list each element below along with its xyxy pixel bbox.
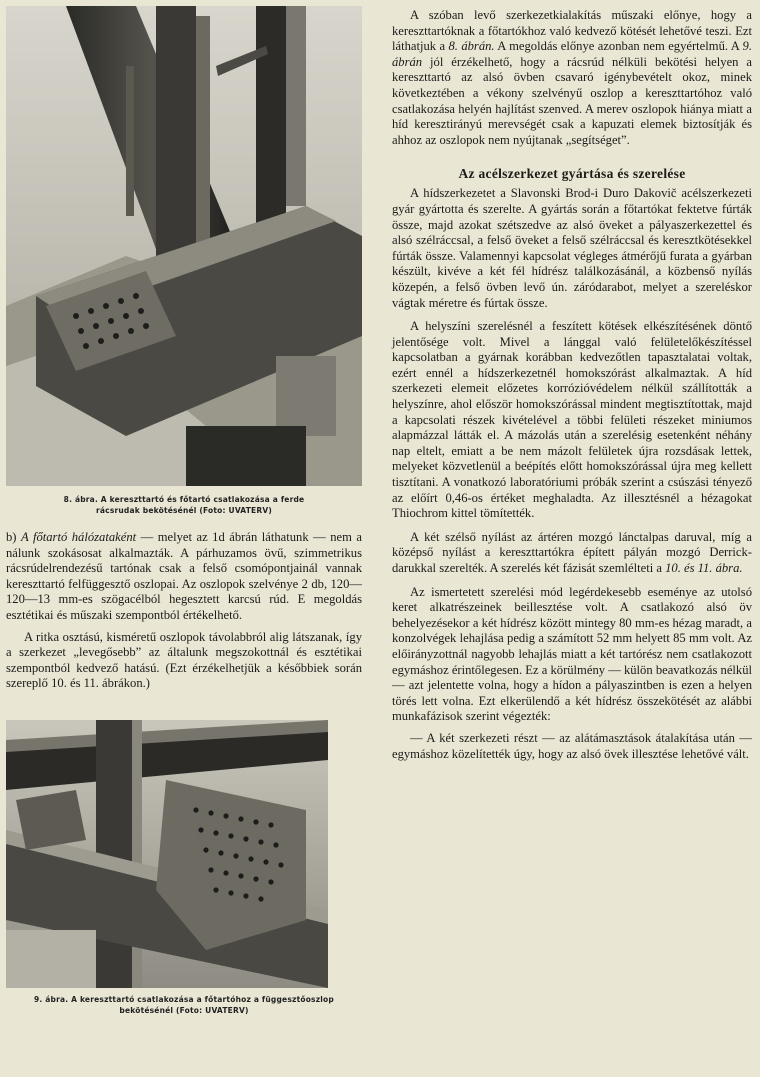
right-paragraph-4 bbox=[392, 530, 752, 577]
figure-9-caption: 9. ábra. A kereszttartó csatlakozása a főtartóhoz a függesztőoszlop bekötésénél (Foto: UVATERV) bbox=[34, 994, 334, 1015]
left-p1-rest: — melyet az 1d ábrán láthatunk — nem a nálunk szokásosat alkalmazták. A párhuzamos övű, szimmetrikus rácsrúdelrendezésű tartónak csak a felső csomópontjainál vannak kereszttartó felfüggesztő oszlopai. Az oszlopok szelvénye 2 db, 120—120—13 mm-es szögacélból hegesztett karcsú rúd. E megoldás esztétikai és műszaki szempontból értékelhető. bbox=[6, 530, 362, 622]
right-p1-b: A megoldás előnye azonban nem egyértelmű. A bbox=[494, 39, 743, 54]
right-p1-c: jól érzékelhető, hogy a rácsrúd nélküli bekötési helyen a kereszttartó az alsó övben csavaró igénybevételt okoz, minek következtében a vékony szelvényű oszlop a kereszttartóhoz való csatlakozása helyén hajlítást szenved. A merev oszlopok hiánya miatt a híd keresztirányú merevségét csak a kapuzati elemek biztosítják és ahhoz az oszlopok nem nyújtanak „segítséget”. bbox=[392, 54, 752, 147]
right-column bbox=[392, 8, 752, 762]
right-p1-emphasis-1: 8. ábrán. bbox=[448, 39, 495, 54]
right-p4-emphasis: 10. és 11. ábra. bbox=[665, 561, 743, 575]
figure-8-caption: 8. ábra. A kereszttartó és főtartó csatlakozása a ferde rácsrudak bekötésénél (Foto: UVATERV) bbox=[63, 495, 305, 515]
right-paragraph-2: A hídszerkezetet a Slavonski Brod-i Duro Dakovič acélszerkezeti gyár gyártotta és szerelte. A gyártás során a főtartókat fektetve fúrták össze, majd azokat szétszedve az alsó öveket a pályaszerkezettel és alsó szélráccsal, a felső öveket a felső szélráccsal és keresztkötésekkel fúrták össze. Valamennyi kapcsolat végleges átmérőjű furata a gyárban készült, kivéve a két fél hídrész találkozásánál, a közbenső nyílás közepén, a felső övben levő ún. záródarabot, melyet a szereléskor vágtak méretre és fúrtak össze. bbox=[392, 186, 752, 310]
right-p1-a: A szóban levő szerkezetkialakítás műszaki előnye, hogy a kereszttartóknak a főtartókhoz való kedvező kötését lehetővé teszi. Ezt láthatjuk a bbox=[392, 8, 752, 54]
right-p4-a: A két szélső nyílást az ártéren mozgó lánctalpas daruval, míg a középső nyílást a kereszttartókra épített pályán mozgó Derrick-darukkal szerelték. A szerelés két fázisát szemlélteti a bbox=[392, 529, 752, 575]
figure-9-photo bbox=[6, 720, 328, 988]
right-paragraph-5: Az ismertetett szerelési mód legérdekesebb eseménye az utolsó keret alkatrészeinek beillesztése volt. A csatlakozó alsó öv behelyezésekor a két hídrész között mintegy 80 mm-es hézag maradt, a konzolvégek lehajlása pedig a számított 52 mm helyett 85 mm volt. Az előirányzottnál nagyobb lehajlás miatt a két tartórész nem csatlakozott egymáshoz érintőlegesen. Ez a körülmény — külön beavatkozás nélkül — azt jelentette volna, hogy a hídon a pályaszintben is ezen a helyen törés lett volna. Ezt elkerülendő a két hídrész összekötését az alábbi munkafázisok szerint végezték: bbox=[392, 584, 752, 724]
left-p1-lead: b) bbox=[6, 530, 21, 544]
figure-8-illustration bbox=[6, 6, 362, 486]
figure-9-illustration bbox=[6, 720, 328, 988]
right-p1-emphasis-2: 9. ábrán bbox=[392, 39, 752, 69]
section-heading: Az acélszerkezet gyártása és szerelése bbox=[458, 166, 686, 182]
figure-8-photo bbox=[6, 6, 362, 486]
right-paragraph-3: A helyszíni szerelésnél a feszített kötések elkészítésének döntő jelentősége volt. Mivel a lánggal való felületelőkészítéssel kapcsolatban a gyárnak korábban kedvezőtlen tapasztalatai voltak, ezért ennél a hídszerkezetnél homokszórást alkalmaztak. A híd szerkezeti elemeit előzetes korrózióvédelem nélkül szállították a helyszínre, ahol először homokszórással mindent megtisztítottak, majd a kapcsolati részek kivételével a többi felületi részeket miniumos alapmázzal látták el. A mázolás után a szerelésig esetenként néhány nap eltelt, emiatt a be nem mázolt felületek újra rozsdásak lettek, melyeket közvetlenül a beépítés előtt homokszórással újra meg kellett tisztítani. A vonatkozó laboratóriumi próbák szerint a csúszási tényező az előírt 0,46-os értéket meghaladta. Az illesztésnél a hézagokat Thiochrom kittel tömítették. bbox=[392, 319, 752, 521]
left-p1-emphasis: A főtartó hálózataként bbox=[21, 530, 137, 544]
left-paragraph-2: A ritka osztású, kisméretű oszlopok távolabbról alig látszanak, így a szerkezet „levegősebb” az általunk megszokottnál és esztétikai szempontból kedvező hatású. (Ezt érzékelhetjük a későbbiek során szereplő 10. és 11. ábrákon.) bbox=[6, 629, 362, 691]
right-paragraph-1 bbox=[392, 8, 752, 148]
left-paragraph-1 bbox=[6, 530, 362, 624]
left-column bbox=[6, 6, 362, 1016]
right-paragraph-6: — A két szerkezeti részt — az alátámasztások átalakítása után — egymáshoz közelítették úgy, hogy az alsó övek illesztése lehetővé vált. bbox=[392, 730, 752, 761]
